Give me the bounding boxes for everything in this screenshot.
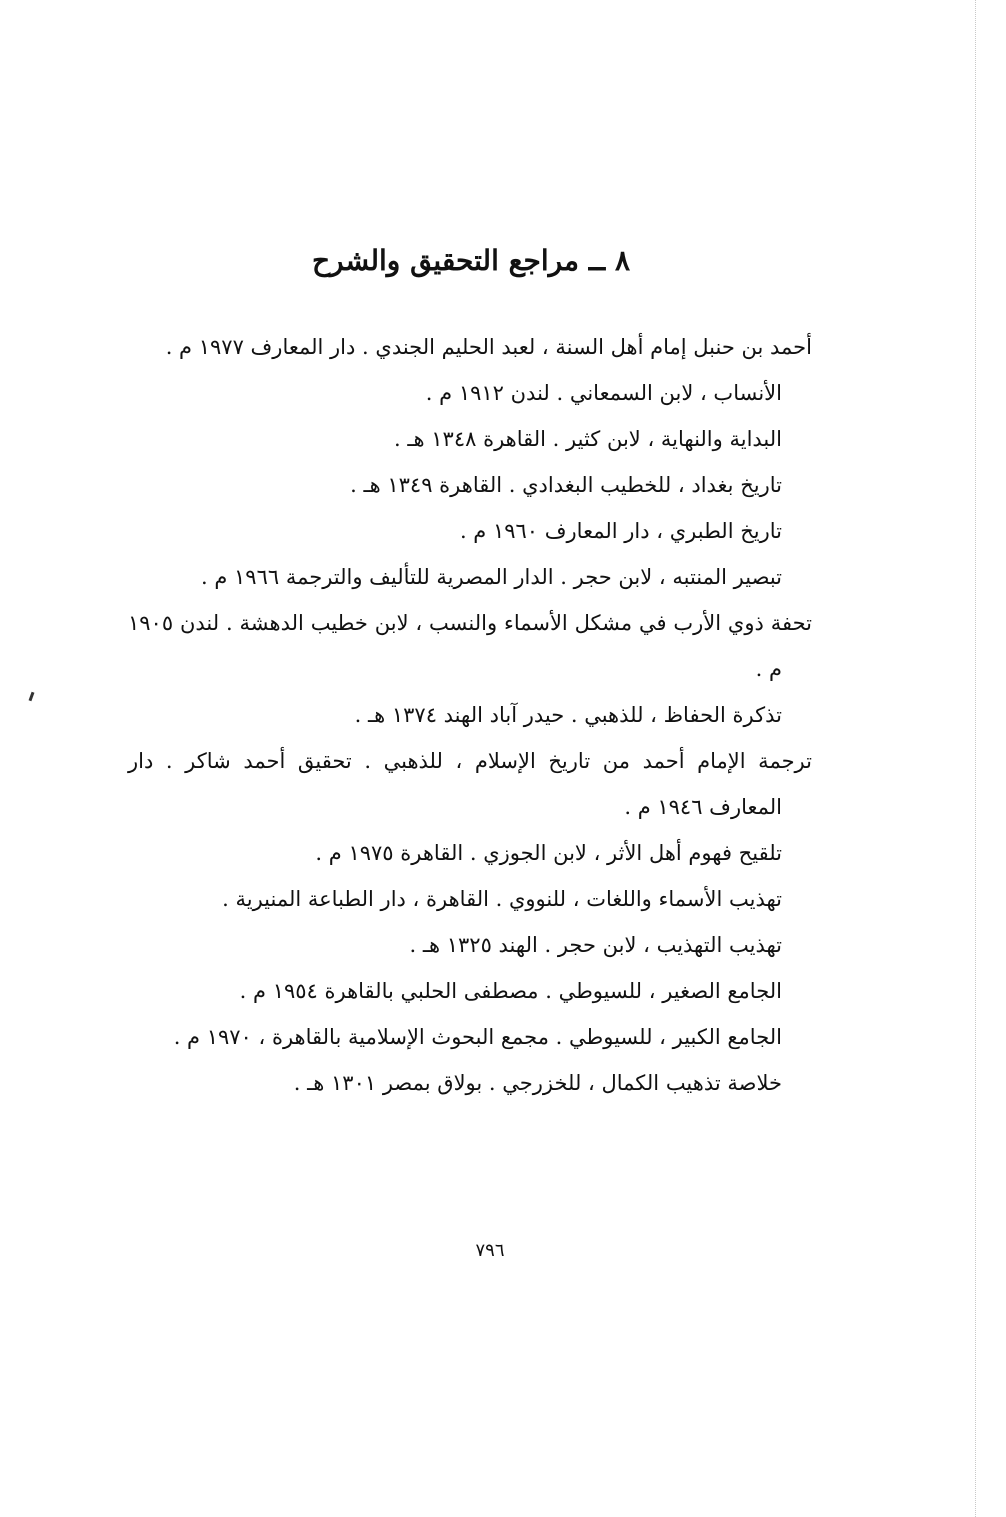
reference-entry: تهذيب الأسماء واللغات ، للنووي . القاهرة ، دار الطباعة المنيرية . (222, 887, 782, 911)
reference-entry: تذكرة الحفاظ ، للذهبي . حيدر آباد الهند ١٣٧٤ هـ . (354, 703, 782, 727)
reference-entry: الأنساب ، لابن السمعاني . لندن ١٩١٢ م . (425, 381, 782, 405)
reference-list (128, 324, 812, 1106)
reference-entry: تحفة ذوي الأرب في مشكل الأسماء والنسب ، لابن خطيب الدهشة . لندن ١٩٠٥ م . (128, 611, 812, 681)
reference-entry: الجامع الصغير ، للسيوطي . مصطفى الحلبي بالقاهرة ١٩٥٤ م . (239, 979, 782, 1003)
page-edge (975, 0, 976, 1517)
reference-entry: تاريخ الطبري ، دار المعارف ١٩٦٠ م . (459, 519, 782, 543)
reference-entry: تهذيب التهذيب ، لابن حجر . الهند ١٣٢٥ هـ . (409, 933, 782, 957)
scan-mark (29, 692, 35, 701)
section-heading: ٨ ــ مراجع التحقيق والشرح (311, 244, 630, 277)
reference-entry: الجامع الكبير ، للسيوطي . مجمع البحوث الإسلامية بالقاهرة ، ١٩٧٠ م . (173, 1025, 782, 1049)
reference-entry: أحمد بن حنبل إمام أهل السنة ، لعبد الحليم الجندي . دار المعارف ١٩٧٧ م . (165, 335, 812, 359)
reference-entry: ترجمة الإمام أحمد من تاريخ الإسلام ، للذهبي . تحقيق أحمد شاكر . دار المعارف ١٩٤٦ م . (128, 749, 812, 819)
reference-entry: تبصير المنتبه ، لابن حجر . الدار المصرية للتأليف والترجمة ١٩٦٦ م . (201, 565, 782, 589)
reference-entry: تلقيح فهوم أهل الأثر ، لابن الجوزي . القاهرة ١٩٧٥ م . (315, 841, 782, 865)
reference-entry: تاريخ بغداد ، للخطيب البغدادي . القاهرة ١٣٤٩ هـ . (350, 473, 782, 497)
reference-entry: خلاصة تذهيب الكمال ، للخزرجي . بولاق بمصر ١٣٠١ هـ . (293, 1071, 782, 1095)
page-number: ٧٩٦ (475, 1240, 505, 1261)
reference-entry: البداية والنهاية ، لابن كثير . القاهرة ١٣٤٨ هـ . (394, 427, 782, 451)
